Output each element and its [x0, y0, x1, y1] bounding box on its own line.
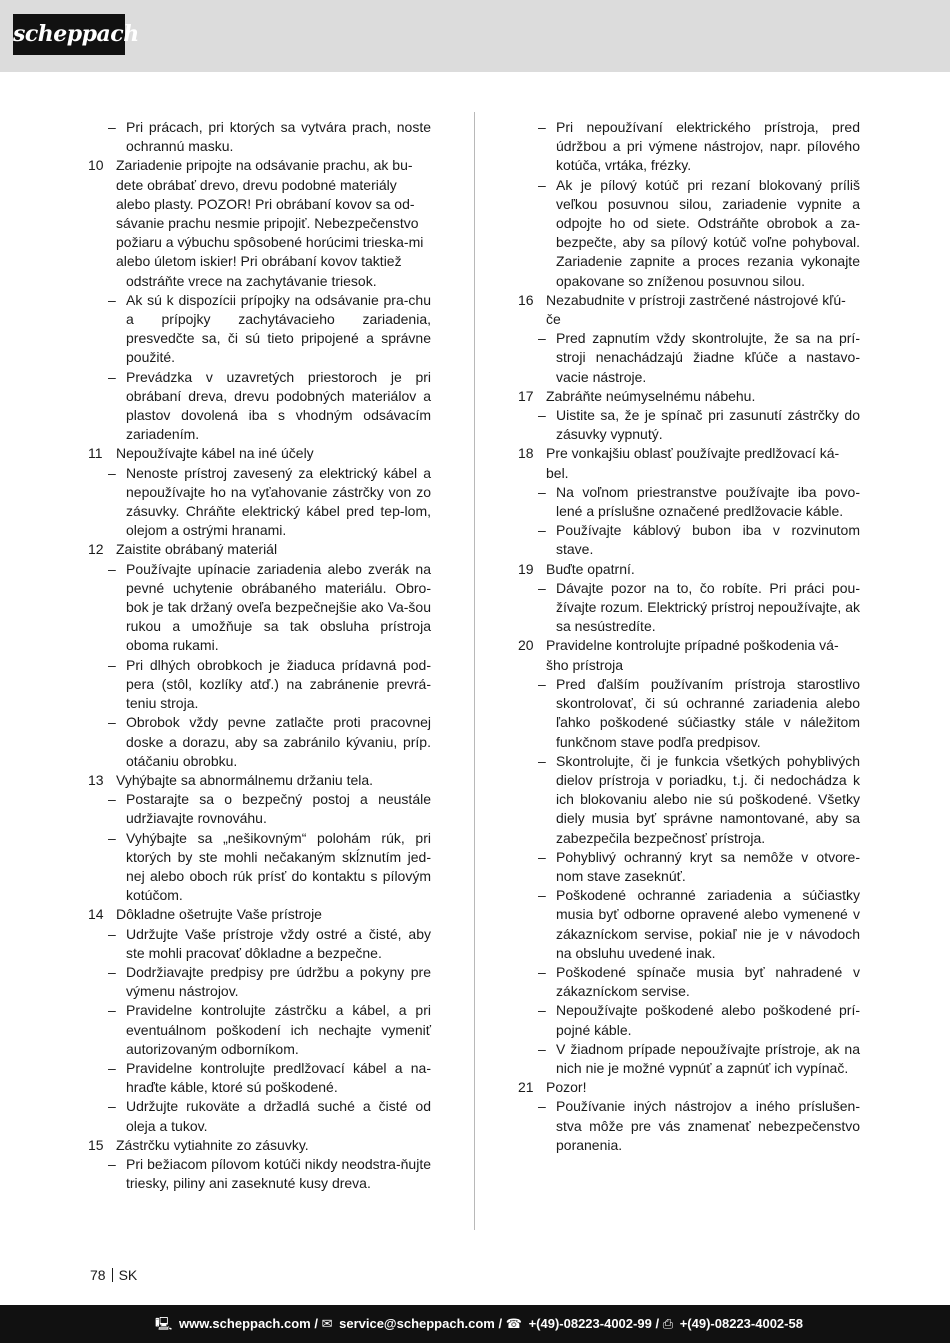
dash-bullet: –: [108, 119, 116, 135]
list-item: [88, 118, 431, 156]
dash-bullet: –: [538, 848, 546, 865]
dash-bullet: –: [538, 1040, 546, 1057]
section-title: Buďte opatrní.: [546, 560, 635, 577]
footer-email[interactable]: service@scheppach.com: [339, 1316, 495, 1331]
section-heading: [518, 560, 860, 579]
dash-bullet: –: [108, 829, 116, 846]
section-number: 21: [518, 1079, 534, 1096]
dash-bullet: –: [108, 714, 116, 731]
list-item: [88, 464, 431, 541]
footer-website[interactable]: www.scheppach.com: [178, 1316, 311, 1331]
list-item: [518, 675, 860, 752]
page-language: SK: [118, 1267, 138, 1283]
list-item: [518, 521, 860, 559]
brand-logo: scheppach: [13, 14, 125, 55]
list-item-text: Udržujte rukoväte a držadlá suché a čisté od oleja a tukov.: [126, 1098, 431, 1134]
list-item-text: Vyhýbajte sa „nešikovným“ polohám rúk, pri ktorých by ste mohli nečakaným skĺznutím jed-nej alebo oboch rúk prísť do kontaktu s pílovým kotúčom.: [126, 829, 431, 904]
section-number: 11: [88, 445, 103, 462]
list-item: [88, 291, 431, 368]
list-item: [518, 1097, 860, 1155]
list-item: [518, 963, 860, 1001]
dash-bullet: –: [538, 176, 546, 193]
section-number: 13: [88, 771, 104, 788]
dash-bullet: –: [108, 1155, 116, 1172]
dash-bullet: –: [108, 925, 116, 942]
list-item-text: Dodržiavajte predpisy pre údržbu a pokyny pre výmenu nástrojov.: [126, 963, 431, 1000]
list-item-text: Pri prácach, pri ktorých sa vytvára prach, noste ochrannú masku.: [126, 119, 431, 155]
list-item-text: Ak sú k dispozícii prípojky na odsávanie pra-chu a prípojky zachytávacieho zariadenia, presvedčte sa, či sú tieto pripojené a správne použité.: [126, 291, 431, 366]
section-number: 12: [88, 541, 104, 558]
footer-separator: /: [314, 1316, 318, 1331]
list-item-text: Pravidelne kontrolujte zástrčku a kábel, a pri eventuálnom poškodení ich nechajte vymeniť autorizovaným odborníkom.: [126, 1002, 431, 1057]
list-item-text: Poškodené ochranné zariadenia a súčiastky musia byť odborne opravené alebo vymenené v zákazníckom servise, pokiaľ nie je v návodoch na obsluhu uvedené inak.: [556, 887, 860, 961]
page-number-value: 78: [90, 1267, 106, 1283]
email-icon: ✉: [321, 1316, 333, 1331]
section-heading: [88, 771, 431, 790]
list-item: [518, 848, 860, 886]
list-item: [518, 1001, 860, 1039]
section-heading: [88, 905, 431, 924]
right-text-column: [518, 118, 860, 1155]
section-title: Zaistite obrábaný materiál: [116, 541, 278, 558]
list-item-text: Používajte káblový bubon iba v rozvinutom stave.: [556, 522, 860, 558]
list-item-text: Na voľnom priestranstve používajte iba povo-lené a príslušne označené predlžovacie káble.: [556, 483, 860, 520]
list-item: [518, 329, 860, 387]
list-item-text: Pri dlhých obrobkoch je žiaduca prídavná pod-pera (stôl, kozlíky atď.) na zabránenie prevrá-teniu stroja.: [126, 656, 431, 712]
list-item-text: Pred zapnutím vždy skontrolujte, že sa na prí-stroji nenachádzajú žiadne kľúče a nastavo-vacie nástroje.: [556, 330, 860, 385]
section-number: 20: [518, 637, 534, 654]
dash-bullet: –: [108, 464, 116, 481]
list-item-text: Udržujte Vaše prístroje vždy ostré a čisté, aby ste mohli pracovať dôkladne a bezpečne.: [126, 925, 431, 961]
section-heading: [518, 444, 860, 482]
list-item: [518, 176, 860, 291]
column-divider: [474, 112, 475, 1230]
list-item: [88, 963, 431, 1001]
list-item-text: Pri bežiacom pílovom kotúči nikdy neodstra-ňujte triesky, piliny ani zaseknuté kusy dreva.: [126, 1155, 431, 1192]
list-item: [518, 752, 860, 848]
section-title: Zabráňte neúmyselnému nábehu.: [546, 387, 756, 404]
page-number-separator: [112, 1268, 113, 1282]
list-item: [88, 656, 431, 714]
section-heading: [88, 540, 431, 559]
dash-bullet: –: [108, 791, 116, 808]
dash-bullet: –: [538, 1098, 546, 1115]
dash-bullet: –: [108, 1098, 116, 1115]
list-item: [518, 579, 860, 637]
list-item: [518, 886, 860, 963]
section-title: Nepoužívajte kábel na iné účely: [116, 445, 314, 462]
list-item-text: Pred ďalším používaním prístroja starostlivo skontrolovať, či sú ochranné zariadenia alebo ľahko poškodené súčiastky stále v náležitom funkčnom stave podľa predpisov.: [556, 675, 860, 750]
list-item-text: Skontrolujte, či je funkcia všetkých pohyblivých dielov prístroja v poriadku, t.j. či nedochádza k ich blokovaniu alebo nie sú poškodené. Všetky diely musia byť správne namontované, aby sa zabezpečila bezpečnosť prístroja.: [556, 752, 860, 846]
list-item-text: Nenoste prístroj zavesený za elektrický kábel a nepoužívajte ho na vyťahovanie zástrčky von zo zásuvky. Chráňte elektrický kábel pred tep-lom, olejom a ostrými hranami.: [126, 464, 431, 539]
footer-separator: /: [655, 1316, 660, 1331]
dash-bullet: –: [538, 963, 546, 980]
dash-bullet: –: [108, 560, 116, 577]
section-title: Zariadenie pripojte na odsávanie prachu, ak bu-dete obrábať drevo, drevu podobné materiály alebo plasty. POZOR! Pri obrábaní kovov sa od-sávanie prachu nesmie pripojiť. Nebezpečenstvo požiaru a výbuchu spôsobené horúcimi trieska-mi alebo úletom iskier! Pri obrábaní kovov taktiež: [116, 157, 424, 270]
dash-bullet: –: [538, 483, 546, 500]
section-heading: [88, 156, 431, 271]
list-item: [88, 829, 431, 906]
list-item: [88, 713, 431, 771]
list-item: [88, 560, 431, 656]
dash-bullet: –: [108, 963, 116, 980]
section-number: 19: [518, 560, 534, 577]
list-item: [88, 1155, 431, 1193]
dash-bullet: –: [538, 1002, 546, 1019]
section-number: 17: [518, 387, 534, 404]
list-item-text: Používajte upínacie zariadenia alebo zverák na pevné uchytenie obrábaného materiálu. Obro-bok je tak držaný oveľa bezpečnejšie ako Va-šou rukou a umožňuje sa tak obsluha prístroja oboma rukami.: [126, 560, 431, 654]
left-text-column: [88, 118, 431, 1193]
section-title: Pre vonkajšiu oblasť používajte predlžovací ká-bel.: [546, 445, 840, 481]
list-item: [88, 790, 431, 828]
section-heading: [88, 1136, 431, 1155]
section-title: Vyhýbajte sa abnormálnemu držaniu tela.: [116, 771, 374, 788]
computer-icon: 🖳: [155, 1316, 173, 1331]
list-item: [88, 368, 431, 445]
dash-bullet: –: [538, 675, 546, 692]
list-item: [518, 483, 860, 521]
section-number: 14: [88, 906, 104, 923]
list-item-text: Používanie iných nástrojov a iného príslušen-stva môže pre vás znamenať nebezpečenstvo poranenia.: [556, 1098, 860, 1153]
footer-separator: /: [498, 1316, 503, 1331]
list-item-text: Pri nepoužívaní elektrického prístroja, pred údržbou a pri výmene nástrojov, napr. pílového kotúča, vrtáka, frézky.: [556, 119, 860, 174]
dash-bullet: –: [108, 368, 116, 385]
dash-bullet: –: [108, 291, 116, 308]
dash-bullet: –: [538, 407, 546, 424]
section-heading: [518, 387, 860, 406]
footer-phone: +(49)-08223-4002-99: [528, 1316, 652, 1331]
section-title: Pozor!: [546, 1079, 587, 1096]
page-footer: [0, 1305, 950, 1343]
list-item-text: Pohyblivý ochranný kryt sa nemôže v otvore-nom stave zaseknúť.: [556, 848, 860, 884]
section-heading: [518, 636, 860, 674]
list-item: [518, 1040, 860, 1078]
list-item-text: V žiadnom prípade nepoužívajte prístroje, ak na nich nie je možné vypnúť a zapnúť ich vypínač.: [556, 1040, 860, 1076]
section-number: 10: [88, 157, 104, 174]
section-number: 15: [88, 1136, 104, 1153]
page-number: [90, 1266, 137, 1285]
dash-bullet: –: [538, 522, 546, 539]
footer-fax: +(49)-08223-4002-58: [679, 1316, 803, 1331]
section-number: 16: [518, 291, 534, 308]
dash-bullet: –: [538, 119, 546, 135]
list-item-text: Postarajte sa o bezpečný postoj a neustále udržiavajte rovnováhu.: [126, 791, 431, 827]
list-item-text: Ak je pílový kotúč pri rezaní blokovaný príliš veľkou posuvnou silou, zariadenie vypnite a odpojte ho od siete. Odstráňte obrobok a za-bezpečte, aby sa pílový kotúč voľne pohyboval. Zariadenie zapnite a proces rezania vykonajte opakovane so zníženou posuvnou silou.: [556, 176, 860, 289]
dash-bullet: –: [538, 330, 546, 347]
list-item-text: Uistite sa, že je spínač pri zasunutí zástrčky do zásuvky vypnutý.: [556, 407, 860, 443]
list-item: [88, 1001, 431, 1059]
section-title: Nezabudnite v prístroji zastrčené nástrojové kľú-če: [546, 291, 846, 328]
section-title: Pravidelne kontrolujte prípadné poškodenia vá-šho prístroja: [546, 637, 839, 673]
section-heading: [88, 444, 431, 463]
list-item-text: Obrobok vždy pevne zatlačte proti pracovnej doske a dorazu, aby sa zabránilo kývaniu, príp. otáčaniu obrobku.: [126, 714, 431, 769]
list-item: [88, 1059, 431, 1097]
section-title: Dôkladne ošetrujte Vaše prístroje: [116, 906, 322, 923]
page-header: [0, 0, 950, 72]
section-heading: [518, 1078, 860, 1097]
dash-bullet: –: [108, 656, 116, 673]
list-item-text: Pravidelne kontrolujte predlžovací kábel a na-hraďte káble, ktoré sú poškodené.: [126, 1059, 431, 1096]
section-title: Zástrčku vytiahnite zo zásuvky.: [116, 1136, 309, 1153]
list-item: [518, 118, 860, 176]
list-item-text: Dávajte pozor na to, čo robíte. Pri práci pou-žívajte rozum. Elektrický prístroj nepoužívajte, ak sa nesústredíte.: [556, 579, 860, 635]
list-item: [88, 1097, 431, 1135]
list-item: [88, 925, 431, 963]
list-item-text: Nepoužívajte poškodené alebo poškodené prí-pojné káble.: [556, 1002, 860, 1038]
list-item: [518, 406, 860, 444]
fax-icon: ⎙: [662, 1316, 674, 1331]
section-heading: [518, 291, 860, 329]
dash-bullet: –: [108, 1059, 116, 1076]
phone-icon: ☎: [505, 1316, 522, 1331]
dash-bullet: –: [538, 887, 546, 904]
list-item-text: Poškodené spínače musia byť nahradené v zákazníckom servise.: [556, 963, 860, 1000]
section-number: 18: [518, 445, 534, 462]
dash-bullet: –: [108, 1002, 116, 1019]
dash-bullet: –: [538, 752, 546, 769]
dash-bullet: –: [538, 579, 546, 596]
list-item-text: Prevádzka v uzavretých priestoroch je pri obrábaní dreva, drevu podobných materiálov a plastov dovolená iba s vhodným odsávacím zariadením.: [126, 368, 431, 443]
paragraph-continuation: odstráňte vrece na zachytávanie triesok.: [126, 272, 377, 289]
